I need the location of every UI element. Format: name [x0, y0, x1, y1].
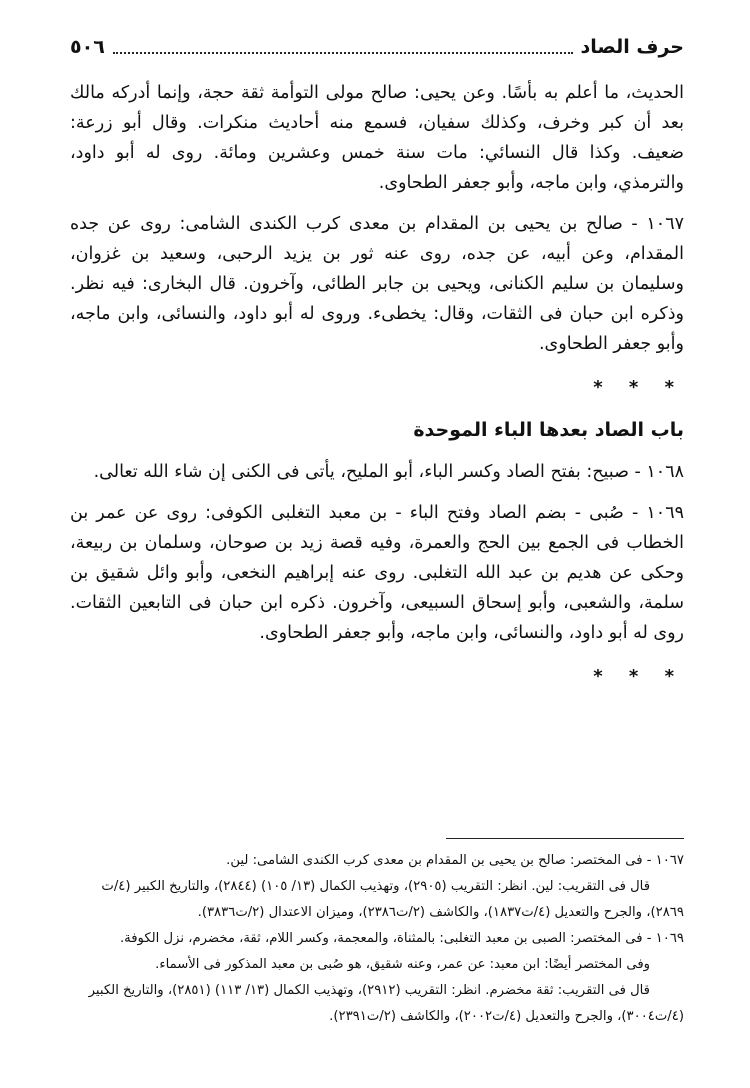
- header-dot-leader: [113, 40, 573, 54]
- page-header: [70, 32, 684, 62]
- entry-1068: ١٠٦٨ - صبيح: بفتح الصاد وكسر الباء، أبو المليح، يأتى فى الكنى إن شاء الله تعالى.: [93, 462, 684, 482]
- end-separator: * * *: [593, 666, 684, 687]
- footnote-line: ١٠٦٩ - فى المختصر: الصبى بن معبد التغلبى: بالمثناة، والمعجمة، وكسر اللام، ثقة، مخضرم، نزل الكوفة.: [119, 931, 684, 946]
- section-heading: باب الصاد بعدها الباء الموحدة: [413, 419, 684, 441]
- footnote-line: وفى المختصر أيضًا: ابن معبد: عن عمر، وعنه شقيق، هو صُبى بن معبد المذكور فى الأسماء.: [155, 957, 650, 972]
- main-text: [70, 78, 684, 704]
- footnote-line: (٤/ت٣٠٠٤)، والجرح والتعديل (٤/ت٢٠٠٢)، والكاشف (٢/ت٢٣٩١).: [329, 1009, 684, 1024]
- page-number: ٥٠٦: [70, 36, 105, 58]
- section-separator: * * *: [593, 377, 684, 398]
- footnote-line: ٢٨٦٩)، والجرح والتعديل (٤/ت١٨٣٧)، والكاشف (٢/ت٢٣٨٦)، وميزان الاعتدال (٢/ت٣٨٣٦).: [197, 905, 684, 920]
- entry-1069: ١٠٦٩ - صُبى - بضم الصاد وفتح الباء - بن معبد التغلبى الكوفى: روى عن عمر بن الخطاب فى الجمع بين الحج والعمرة، وفيه قصة زيد بن صوحان، وسلمان بن ربيعة، وحكى عن هديم بن عبد الله التغلبى. روى عنه إبراهيم النخعى، وأبو وائل شقيق بن سلمة، والشعبى، وأبو إسحاق السبيعى، وآخرون. ذكره ابن حبان فى التابعين الثقات. روى له أبو داود، والنسائى، وابن ماجه، وأبو جعفر الطحاوى.: [70, 503, 684, 643]
- footnote-line: قال فى التقريب: ثقة مخضرم. انظر: التقريب (٢٩١٢)، وتهذيب الكمال (١٣/ ١١٣) (٢٨٥١)، والتاريخ الكبير: [88, 983, 650, 998]
- paragraph-continuation: الحديث، ما أعلم به بأسًا. وعن يحيى: صالح مولى التوأمة ثقة حجة، وإنما أدركه مالك بعد أن كبر وخرف، وكذلك سفيان، فسمع منه أحاديث منكرات. وقال أبو زرعة: ضعيف. وكذا قال النسائي: مات سنة خمس وعشرين ومائة. روى له أبو داود، والترمذي، وابن ماجه، وأبو جعفر الطحاوى.: [70, 83, 684, 193]
- chapter-title: حرف الصاد: [580, 36, 684, 58]
- entry-1067: ١٠٦٧ - صالح بن يحيى بن المقدام بن معدى كرب الكندى الشامى: روى عن جده المقدام، وعن أبيه، عن جده، روى عنه ثور بن يزيد الرحبى، وسعيد بن غزوان، وسليمان بن سليم الكنانى، ويحيى بن جابر الطائى، وآخرون. قال البخارى: فيه نظر. وذكره ابن حبان فى الثقات، وقال: يخطىء. وروى له أبو داود، والنسائى، وابن ماجه، وأبو جعفر الطحاوى.: [70, 214, 684, 354]
- footnote-rule: [446, 838, 684, 839]
- footnote-line: قال فى التقريب: لين. انظر: التقريب (٢٩٠٥)، وتهذيب الكمال (١٣/ ١٠٥) (٢٨٤٤)، والتاريخ الكبير (٤/ت: [101, 879, 650, 894]
- footnote-line: ١٠٦٧ - فى المختصر: صالح بن يحيى بن المقدام بن معدى كرب الكندى الشامى: لين.: [226, 853, 684, 868]
- footnotes: [70, 848, 684, 1030]
